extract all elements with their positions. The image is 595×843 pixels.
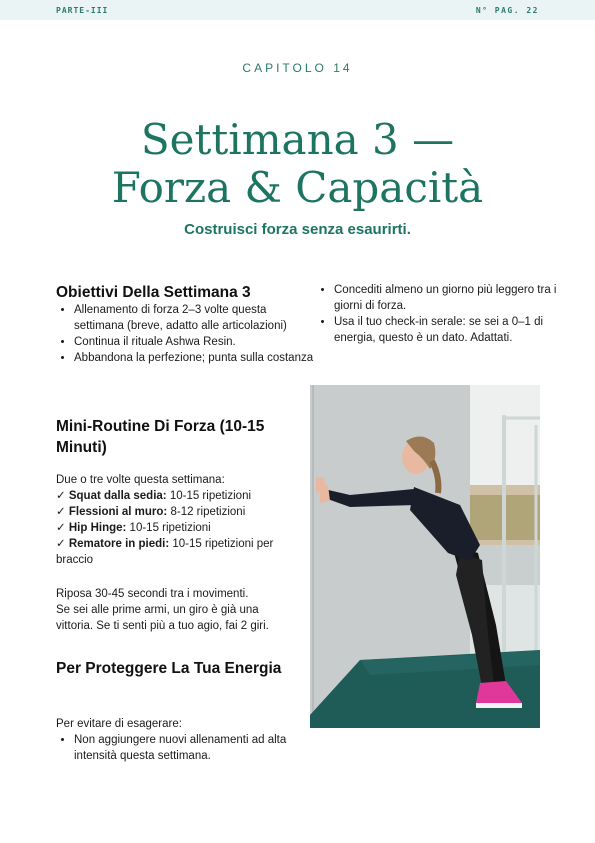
rest-line: Riposa 30-45 secondi tra i movimenti. (56, 588, 249, 600)
exercise-list (56, 488, 296, 568)
section-label: PARTE-III (56, 6, 109, 15)
check-icon: ✓ (56, 538, 66, 550)
exercise-detail: 8-12 ripetizioni (170, 506, 246, 518)
rest-line: Se sei alle prime armi, un giro è già una vittoria. Se ti senti più a tuo agio, fai 2 giri. (56, 604, 269, 632)
page-number: N° PAG. 22 (475, 6, 539, 15)
exercise-name: Rematore in piedi: (68, 538, 170, 550)
exercise-name: Flessioni al muro: (68, 506, 168, 518)
protect-intro: Per evitare di esagerare: (56, 718, 182, 730)
woman-wall-pushup-photo (310, 385, 540, 728)
list-item: • Usa il tuo check-in serale: se sei a 0–1 di energia, questo è un dato. Adattati. (334, 314, 558, 346)
check-icon: ✓ (56, 506, 66, 518)
right-list (316, 282, 558, 346)
page-subtitle: Costruisci forza senza esaurirti. (184, 221, 411, 238)
exercise-item (56, 504, 296, 520)
mini-routine-heading: Mini-Routine Di Forza (10-15 Minuti) (56, 418, 265, 456)
mini-routine-intro: Due o tre volte questa settimana: (56, 474, 225, 486)
rest-note (56, 586, 296, 634)
list-item: • Abbandona la perfezione; punta sulla costanza (74, 350, 314, 366)
exercise-detail: 10-15 ripetizioni per braccio (56, 538, 274, 566)
check-icon: ✓ (56, 522, 66, 534)
exercise-item (56, 536, 296, 568)
objectives-list (56, 302, 314, 366)
protect-energy-heading: Per Proteggere La Tua Energia (56, 660, 282, 677)
exercise-name: Squat dalla sedia: (68, 490, 167, 502)
exercise-item (56, 520, 296, 536)
title-line-1: Settimana 3 — (140, 115, 455, 165)
list-item: • Allenamento di forza 2–3 volte questa settimana (breve, adatto alle articolazioni) (74, 302, 314, 334)
list-item: • Non aggiungere nuovi allenamenti ad alta intensità questa settimana. (74, 732, 314, 764)
exercise-detail: 10-15 ripetizioni (169, 490, 252, 502)
running-header (0, 0, 595, 20)
title-line-2: Forza & Capacità (111, 163, 484, 213)
check-icon: ✓ (56, 490, 66, 502)
protect-list (56, 732, 314, 764)
page-title (0, 116, 595, 212)
list-item: • Concediti almeno un giorno più leggero tra i giorni di forza. (334, 282, 558, 314)
exercise-item (56, 488, 296, 504)
exercise-name: Hip Hinge: (68, 522, 127, 534)
list-item: • Continua il rituale Ashwa Resin. (74, 334, 314, 350)
objectives-heading: Obiettivi Della Settimana 3 (56, 284, 251, 301)
chapter-label: CAPITOLO 14 (242, 61, 353, 75)
exercise-detail: 10-15 ripetizioni (129, 522, 211, 534)
